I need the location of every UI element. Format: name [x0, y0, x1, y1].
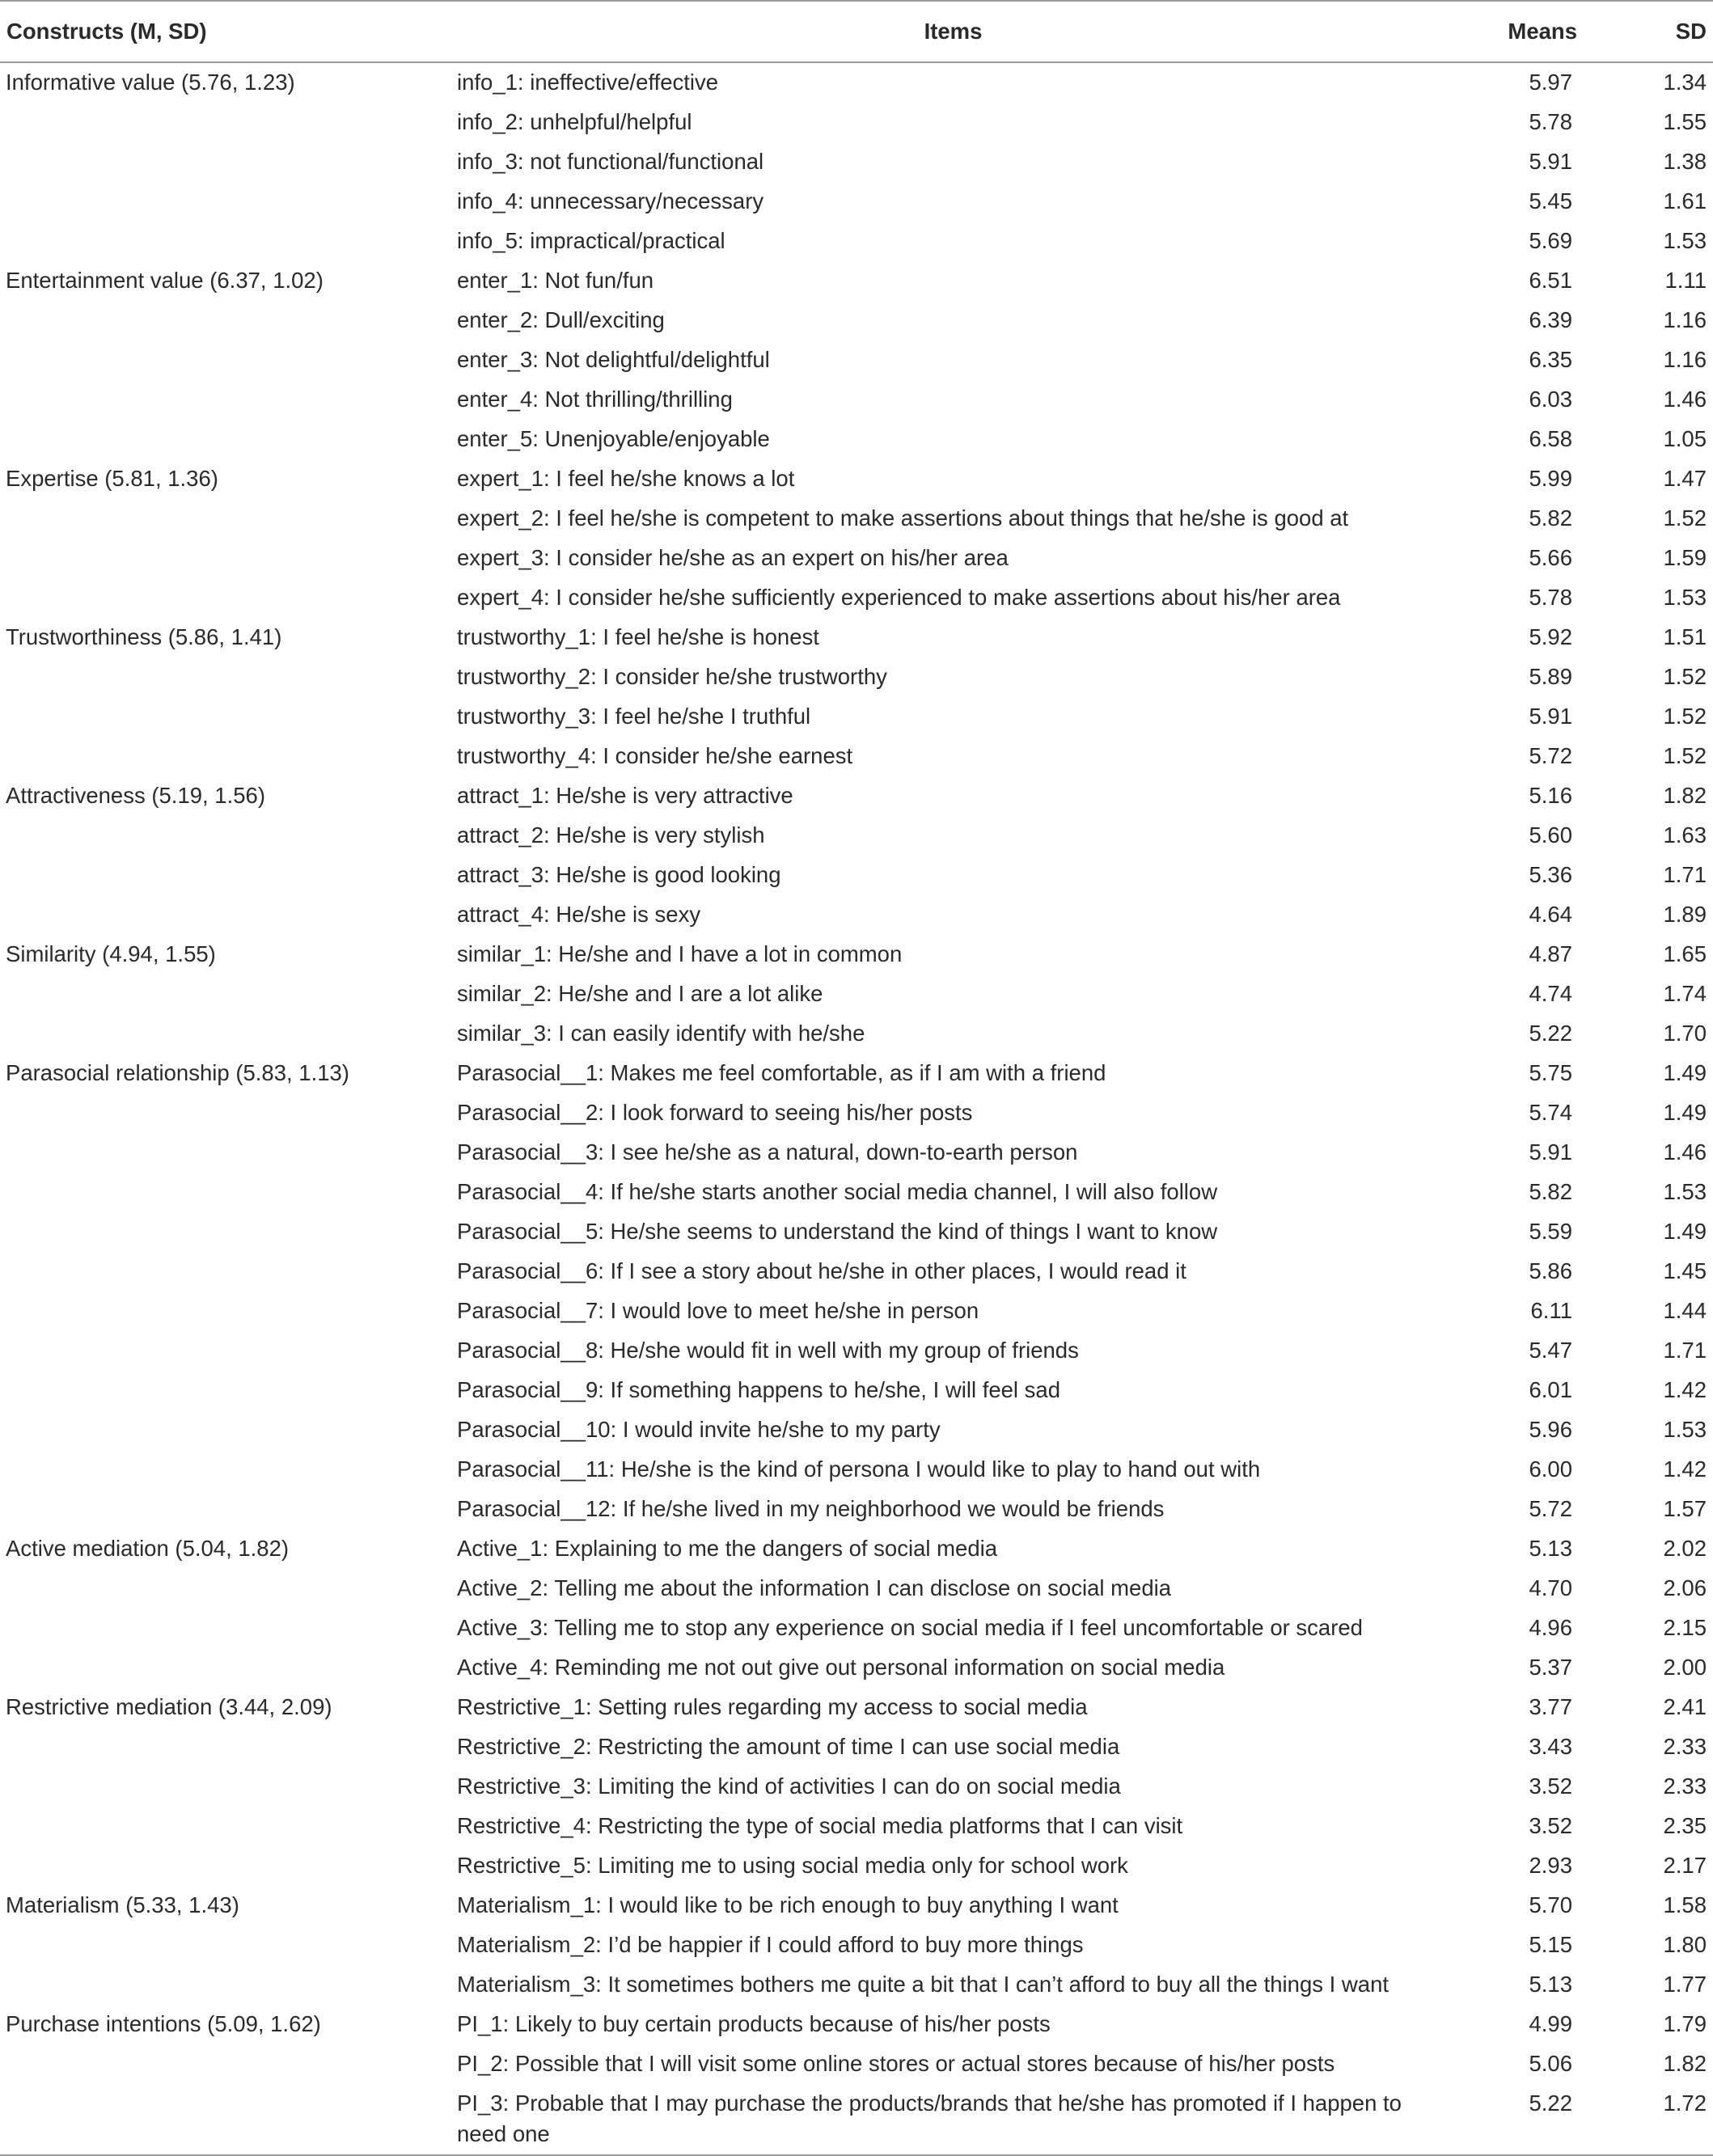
mean-cell: 5.99	[1529, 466, 1572, 491]
table-row	[0, 657, 1713, 697]
sd-cell: 1.80	[1663, 1932, 1707, 1957]
mean-cell: 5.89	[1529, 664, 1572, 689]
item-cell: Parasocial__2: I look forward to seeing his/her posts	[457, 1100, 973, 1125]
construct-cell: Informative value (5.76, 1.23)	[6, 70, 295, 95]
sd-cell: 2.17	[1663, 1853, 1707, 1878]
mean-cell: 5.37	[1529, 1655, 1572, 1680]
construct-cell	[0, 1846, 450, 1886]
sd-cell: 1.44	[1663, 1298, 1707, 1323]
construct-cell: Entertainment value (6.37, 1.02)	[6, 268, 324, 293]
item-cell: PI_1: Likely to buy certain products because of his/her posts	[457, 2011, 1051, 2036]
table-row	[0, 1212, 1713, 1252]
mean-cell: 3.43	[1529, 1734, 1572, 1759]
sd-cell: 2.33	[1663, 1773, 1707, 1799]
item-cell: Parasocial__12: If he/she lived in my neighborhood we would be friends	[457, 1496, 1165, 1521]
table-row	[0, 1133, 1713, 1173]
construct-cell	[0, 1252, 450, 1291]
construct-cell	[0, 1609, 450, 1648]
table-row	[0, 2044, 1713, 2084]
table-row	[0, 1648, 1713, 1688]
sd-cell: 1.89	[1663, 902, 1707, 927]
construct-cell	[0, 1648, 450, 1688]
table-row	[0, 895, 1713, 935]
mean-cell: 3.52	[1529, 1813, 1572, 1838]
mean-cell: 5.13	[1529, 1536, 1572, 1561]
header-sd: SD	[1675, 19, 1707, 44]
table-row	[0, 340, 1713, 380]
table-row	[0, 1688, 1713, 1727]
table-row	[0, 301, 1713, 340]
mean-cell: 5.92	[1529, 624, 1572, 649]
item-cell: info_5: impractical/practical	[457, 228, 725, 253]
mean-cell: 4.64	[1529, 902, 1572, 927]
table-row	[0, 1252, 1713, 1291]
item-cell: Parasocial__9: If something happens to he/she, I will feel sad	[457, 1377, 1061, 1402]
table-row	[0, 1490, 1713, 1529]
item-cell: Restrictive_4: Restricting the type of social media platforms that I can visit	[457, 1813, 1183, 1838]
mean-cell: 5.60	[1529, 822, 1572, 848]
sd-cell: 1.46	[1663, 1139, 1707, 1165]
mean-cell: 5.22	[1529, 1021, 1572, 1046]
sd-cell: 1.55	[1663, 109, 1707, 134]
table-row	[0, 261, 1713, 301]
sd-cell: 1.71	[1663, 1338, 1707, 1363]
item-cell: trustworthy_1: I feel he/she is honest	[457, 624, 819, 649]
mean-cell: 6.58	[1529, 426, 1572, 451]
mean-cell: 6.11	[1530, 1298, 1572, 1323]
mean-cell: 5.36	[1529, 862, 1572, 887]
mean-cell: 5.15	[1529, 1932, 1572, 1957]
item-cell: similar_3: I can easily identify with he/she	[457, 1021, 865, 1046]
sd-cell: 1.52	[1663, 743, 1707, 768]
item-cell: Parasocial__10: I would invite he/she to my party	[457, 1417, 941, 1442]
table-row	[0, 1173, 1713, 1212]
item-cell: PI_3: Probable that I may purchase the products/brands that he/she has promoted if I happen to need one	[450, 2084, 1456, 2155]
sd-cell: 1.42	[1663, 1456, 1707, 1482]
table-row	[0, 1291, 1713, 1331]
item-cell: Materialism_1: I would like to be rich enough to buy anything I want	[457, 1892, 1119, 1917]
mean-cell: 5.97	[1529, 70, 1572, 95]
mean-cell: 6.03	[1529, 387, 1572, 412]
table-body	[0, 62, 1713, 2155]
item-cell: enter_1: Not fun/fun	[457, 268, 654, 293]
construct-cell	[0, 1767, 450, 1807]
construct-cell	[0, 1371, 450, 1410]
table-row	[0, 1410, 1713, 1450]
construct-cell	[0, 1331, 450, 1371]
item-cell: expert_3: I consider he/she as an expert on his/her area	[457, 545, 1009, 570]
item-cell: Restrictive_5: Limiting me to using social media only for school work	[457, 1853, 1128, 1878]
item-cell: PI_2: Possible that I will visit some online stores or actual stores because of his/her posts	[457, 2051, 1335, 2076]
mean-cell: 5.72	[1529, 743, 1572, 768]
item-cell: info_2: unhelpful/helpful	[457, 109, 692, 134]
table-row	[0, 1886, 1713, 1926]
sd-cell: 1.46	[1663, 387, 1707, 412]
construct-cell	[0, 539, 450, 578]
sd-cell: 1.72	[1609, 2084, 1713, 2155]
item-cell: attract_4: He/she is sexy	[457, 902, 701, 927]
table-row	[0, 935, 1713, 974]
table-row	[0, 974, 1713, 1014]
table-row	[0, 856, 1713, 895]
sd-cell: 1.82	[1663, 2051, 1707, 2076]
item-cell: Active_2: Telling me about the information I can disclose on social media	[457, 1575, 1172, 1600]
construct-cell	[0, 1173, 450, 1212]
item-cell: Restrictive_3: Limiting the kind of activities I can do on social media	[457, 1773, 1121, 1799]
sd-cell: 2.02	[1663, 1536, 1707, 1561]
sd-cell: 1.79	[1663, 2011, 1707, 2036]
sd-cell: 2.06	[1663, 1575, 1707, 1600]
header-constructs: Constructs (M, SD)	[6, 19, 207, 44]
table-row	[0, 142, 1713, 182]
mean-cell: 6.35	[1529, 347, 1572, 372]
mean-cell: 6.51	[1529, 268, 1572, 293]
item-cell: similar_2: He/she and I are a lot alike	[457, 981, 823, 1006]
sd-cell: 1.38	[1663, 149, 1707, 174]
sd-cell: 1.53	[1663, 228, 1707, 253]
mean-cell: 5.69	[1529, 228, 1572, 253]
sd-cell: 1.52	[1663, 505, 1707, 531]
construct-cell	[0, 1926, 450, 1965]
item-cell: Parasocial__1: Makes me feel comfortable, as if I am with a friend	[457, 1060, 1106, 1085]
construct-cell: Expertise (5.81, 1.36)	[6, 466, 218, 491]
sd-cell: 1.65	[1663, 941, 1707, 966]
item-cell: info_4: unnecessary/necessary	[457, 188, 764, 213]
item-cell: Restrictive_2: Restricting the amount of time I can use social media	[457, 1734, 1120, 1759]
item-cell: Parasocial__3: I see he/she as a natural, down-to-earth person	[457, 1139, 1078, 1165]
construct-cell	[0, 182, 450, 222]
sd-cell: 1.59	[1663, 545, 1707, 570]
item-cell: expert_1: I feel he/she knows a lot	[457, 466, 795, 491]
construct-cell	[0, 697, 450, 737]
item-cell: info_1: ineffective/effective	[457, 70, 719, 95]
table-row	[0, 62, 1713, 103]
item-cell: enter_5: Unenjoyable/enjoyable	[457, 426, 770, 451]
construct-cell	[0, 578, 450, 618]
mean-cell: 4.87	[1529, 941, 1572, 966]
table-row	[0, 1846, 1713, 1886]
construct-cell	[0, 1450, 450, 1490]
construct-cell	[0, 1490, 450, 1529]
mean-cell: 5.72	[1529, 1496, 1572, 1521]
table-row	[0, 222, 1713, 261]
mean-cell: 5.06	[1529, 2051, 1572, 2076]
construct-cell	[0, 816, 450, 856]
item-cell: attract_3: He/she is good looking	[457, 862, 781, 887]
table-row	[0, 1331, 1713, 1371]
table-row	[0, 1371, 1713, 1410]
mean-cell: 5.16	[1529, 783, 1572, 808]
sd-cell: 2.00	[1663, 1655, 1707, 1680]
table-header-row	[0, 1, 1713, 62]
mean-cell: 5.70	[1529, 1892, 1572, 1917]
sd-cell: 1.57	[1663, 1496, 1707, 1521]
mean-cell: 5.82	[1529, 1179, 1572, 1204]
sd-cell: 1.71	[1663, 862, 1707, 887]
table-row	[0, 499, 1713, 539]
sd-cell: 1.47	[1663, 466, 1707, 491]
construct-cell	[0, 1093, 450, 1133]
item-cell: enter_3: Not delightful/delightful	[457, 347, 770, 372]
item-cell: attract_1: He/she is very attractive	[457, 783, 793, 808]
sd-cell: 1.74	[1663, 981, 1707, 1006]
construct-cell	[0, 2044, 450, 2084]
table-row	[0, 1014, 1713, 1054]
item-cell: Parasocial__6: If I see a story about he/she in other places, I would read it	[457, 1258, 1186, 1283]
table-row	[0, 618, 1713, 657]
construct-cell: Restrictive mediation (3.44, 2.09)	[6, 1694, 332, 1719]
construct-cell: Similarity (4.94, 1.55)	[6, 941, 216, 966]
table-row	[0, 1569, 1713, 1609]
construct-cell	[0, 856, 450, 895]
mean-cell: 5.59	[1529, 1219, 1572, 1244]
item-cell: Parasocial__5: He/she seems to understand the kind of things I want to know	[457, 1219, 1218, 1244]
item-cell: Active_3: Telling me to stop any experience on social media if I feel uncomfortable or scared	[457, 1615, 1363, 1640]
mean-cell: 5.91	[1529, 149, 1572, 174]
mean-cell: 5.96	[1529, 1417, 1572, 1442]
item-cell: Parasocial__11: He/she is the kind of persona I would like to play to hand out with	[457, 1456, 1261, 1482]
item-cell: expert_2: I feel he/she is competent to make assertions about things that he/she is good at	[457, 505, 1349, 531]
construct-cell: Purchase intentions (5.09, 1.62)	[6, 2011, 321, 2036]
header-means: Means	[1508, 19, 1577, 44]
mean-cell: 4.74	[1529, 981, 1572, 1006]
construct-cell	[0, 895, 450, 935]
sd-cell: 1.53	[1663, 1179, 1707, 1204]
mean-cell: 5.66	[1529, 545, 1572, 570]
construct-cell	[0, 974, 450, 1014]
mean-cell: 2.93	[1529, 1853, 1572, 1878]
table-row	[0, 459, 1713, 499]
construct-cell: Active mediation (5.04, 1.82)	[6, 1536, 290, 1561]
table-row	[0, 578, 1713, 618]
construct-cell	[0, 1727, 450, 1767]
sd-cell: 1.51	[1663, 624, 1707, 649]
item-cell: trustworthy_2: I consider he/she trustworthy	[457, 664, 887, 689]
construct-cell: Parasocial relationship (5.83, 1.13)	[6, 1060, 349, 1085]
sd-cell: 2.33	[1663, 1734, 1707, 1759]
sd-cell: 1.49	[1663, 1100, 1707, 1125]
item-cell: Restrictive_1: Setting rules regarding my access to social media	[457, 1694, 1088, 1719]
item-cell: info_3: not functional/functional	[457, 149, 764, 174]
mean-cell: 6.01	[1529, 1377, 1572, 1402]
table-row	[0, 1093, 1713, 1133]
table-row	[0, 380, 1713, 420]
mean-cell: 5.13	[1529, 1972, 1572, 1997]
mean-cell: 6.00	[1529, 1456, 1572, 1482]
construct-cell	[0, 142, 450, 182]
header-items: Items	[924, 19, 983, 44]
construct-cell	[0, 222, 450, 261]
table-row	[0, 776, 1713, 816]
mean-cell: 5.91	[1529, 1139, 1572, 1165]
construct-cell	[0, 737, 450, 776]
mean-cell: 5.75	[1529, 1060, 1572, 1085]
item-cell: Active_4: Reminding me not out give out personal information on social media	[457, 1655, 1225, 1680]
sd-cell: 1.70	[1663, 1021, 1707, 1046]
table-row	[0, 1054, 1713, 1093]
mean-cell: 5.86	[1529, 1258, 1572, 1283]
table-row	[0, 816, 1713, 856]
mean-cell: 4.70	[1529, 1575, 1572, 1600]
sd-cell: 1.53	[1663, 585, 1707, 610]
construct-cell: Trustworthiness (5.86, 1.41)	[6, 624, 282, 649]
construct-cell	[0, 499, 450, 539]
sd-cell: 1.58	[1663, 1892, 1707, 1917]
table-row	[0, 420, 1713, 459]
sd-cell: 1.05	[1663, 426, 1707, 451]
sd-cell: 1.11	[1664, 268, 1707, 293]
construct-cell	[0, 1212, 450, 1252]
table-row	[0, 697, 1713, 737]
sd-cell: 1.53	[1663, 1417, 1707, 1442]
table-row	[0, 1807, 1713, 1846]
mean-cell: 5.45	[1529, 188, 1572, 213]
construct-cell: Materialism (5.33, 1.43)	[6, 1892, 239, 1917]
construct-cell	[0, 1291, 450, 1331]
construct-cell	[0, 103, 450, 142]
table-row	[0, 1727, 1713, 1767]
construct-cell	[0, 1965, 450, 2005]
sd-cell: 1.16	[1663, 347, 1707, 372]
sd-cell: 1.16	[1663, 307, 1707, 332]
item-cell: Parasocial__8: He/she would fit in well with my group of friends	[457, 1338, 1079, 1363]
mean-cell: 3.52	[1529, 1773, 1572, 1799]
construct-cell	[0, 1410, 450, 1450]
sd-cell: 2.41	[1663, 1694, 1707, 1719]
construct-cell	[0, 301, 450, 340]
construct-cell: Attractiveness (5.19, 1.56)	[6, 783, 265, 808]
item-cell: Parasocial__7: I would love to meet he/she in person	[457, 1298, 979, 1323]
sd-cell: 1.61	[1663, 188, 1707, 213]
table-row	[0, 182, 1713, 222]
table-row	[0, 1450, 1713, 1490]
item-cell: Active_1: Explaining to me the dangers of social media	[457, 1536, 998, 1561]
construct-cell	[0, 1014, 450, 1054]
item-cell: attract_2: He/she is very stylish	[457, 822, 765, 848]
table-row	[0, 1965, 1713, 2005]
item-cell: trustworthy_3: I feel he/she I truthful	[457, 704, 811, 729]
sd-cell: 1.49	[1663, 1060, 1707, 1085]
construct-cell	[0, 1807, 450, 1846]
construct-cell	[0, 380, 450, 420]
mean-cell: 5.74	[1529, 1100, 1572, 1125]
table-row	[0, 2005, 1713, 2044]
mean-cell: 5.78	[1529, 585, 1572, 610]
sd-cell: 1.63	[1663, 822, 1707, 848]
table-row	[0, 1609, 1713, 1648]
mean-cell: 3.77	[1529, 1694, 1572, 1719]
construct-cell	[0, 420, 450, 459]
item-cell: Materialism_2: I’d be happier if I could afford to buy more things	[457, 1932, 1084, 1957]
construct-cell	[0, 2084, 450, 2155]
sd-cell: 2.35	[1663, 1813, 1707, 1838]
item-cell: trustworthy_4: I consider he/she earnest	[457, 743, 853, 768]
item-cell: enter_4: Not thrilling/thrilling	[457, 387, 733, 412]
table-row	[0, 103, 1713, 142]
item-cell: expert_4: I consider he/she sufficiently experienced to make assertions about his/her area	[457, 585, 1341, 610]
mean-cell: 5.78	[1529, 109, 1572, 134]
sd-cell: 1.52	[1663, 664, 1707, 689]
table-row	[0, 2084, 1713, 2155]
table-row	[0, 1767, 1713, 1807]
mean-cell: 5.22	[1456, 2084, 1609, 2155]
sd-cell: 1.42	[1663, 1377, 1707, 1402]
construct-cell	[0, 1569, 450, 1609]
table-row	[0, 539, 1713, 578]
item-cell: enter_2: Dull/exciting	[457, 307, 665, 332]
mean-cell: 5.82	[1529, 505, 1572, 531]
item-cell: Materialism_3: It sometimes bothers me quite a bit that I can’t afford to buy all the things I want	[457, 1972, 1389, 1997]
sd-cell: 1.52	[1663, 704, 1707, 729]
mean-cell: 4.96	[1529, 1615, 1572, 1640]
sd-cell: 1.77	[1663, 1972, 1707, 1997]
construct-cell	[0, 657, 450, 697]
mean-cell: 6.39	[1529, 307, 1572, 332]
table-row	[0, 1529, 1713, 1569]
item-cell: Parasocial__4: If he/she starts another social media channel, I will also follow	[457, 1179, 1218, 1204]
sd-cell: 1.49	[1663, 1219, 1707, 1244]
table-row	[0, 737, 1713, 776]
sd-cell: 1.45	[1663, 1258, 1707, 1283]
mean-cell: 5.91	[1529, 704, 1572, 729]
table-row	[0, 1926, 1713, 1965]
mean-cell: 5.47	[1529, 1338, 1572, 1363]
construct-cell	[0, 1133, 450, 1173]
sd-cell: 2.15	[1663, 1615, 1707, 1640]
sd-cell: 1.82	[1663, 783, 1707, 808]
mean-cell: 4.99	[1529, 2011, 1572, 2036]
construct-cell	[0, 340, 450, 380]
item-cell: similar_1: He/she and I have a lot in common	[457, 941, 903, 966]
sd-cell: 1.34	[1663, 70, 1707, 95]
